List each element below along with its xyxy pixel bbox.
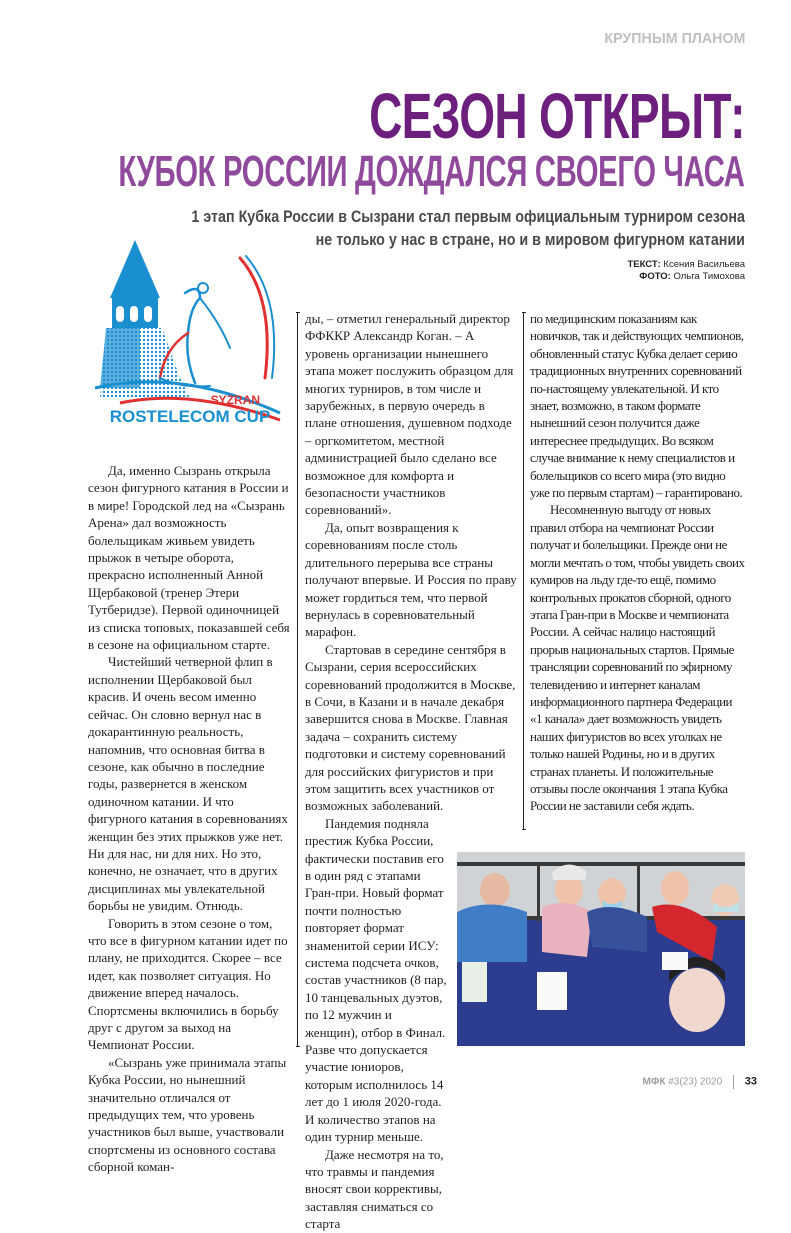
tower-icon — [100, 240, 190, 398]
page-footer — [643, 1075, 758, 1089]
text-credit-author: Ксения Васильева — [663, 259, 745, 270]
photo-credit-author: Ольга Тимохова — [673, 271, 745, 282]
section-label: КРУПНЫМ ПЛАНОМ — [604, 30, 745, 47]
rostelecom-cup-logo — [90, 238, 290, 438]
paragraph: Да, именно Сызрань открыла сезон фигурного катания в России и в мире! Городской лед на «Сызрань Арена» дал возможность болельщикам живьем увидеть прыжок в четыре оборота, прекрасно исполненный Анной Щербаковой (тренер Этери Тутберидзе). Первой одиночницей из списка топовых, показавшей себя в сезоне на официальном старте. — [88, 463, 290, 653]
article-column-2 — [305, 310, 519, 1233]
logo-city: SYZRAN — [210, 393, 260, 407]
article-column-3 — [530, 310, 746, 815]
magazine-name: МФК — [642, 1076, 666, 1088]
paragraph: Стартовав в середине сентября в Сызрани, серия всероссийских соревнований продолжится в Москве, в Сочи, в Казани и в начале декабря завершится снова в Москве. Главная задача – сохранить систему подготовки и систему соревнований для российских фигуристов и при этом защитить всех участников от возможных заболеваний. — [305, 641, 516, 814]
paragraph: «Сызрань уже принимала этапы Кубка России, но нынешний значительно отличался от предыдущих тем, что уровень участников был выше, участвовали спортсмены из основного состава сборной коман- — [88, 1054, 287, 1175]
byline — [627, 259, 745, 283]
logo-name: ROSTELECOM CUP — [109, 407, 271, 426]
article-column-1 — [88, 462, 293, 1176]
logo-graphic — [90, 238, 290, 438]
page-number: 33 — [744, 1075, 757, 1088]
paragraph: Да, опыт возвращения к соревнованиям после столь длительного перерыва все страны получают впервые. И Россия по праву может гордиться тем, что первой вернулась в соревновательный марафон. — [305, 519, 517, 640]
text-credit — [627, 259, 745, 271]
subtitle-line1: 1 этап Кубка России в Сызрани стал первым официальным турниром сезона — [191, 207, 745, 226]
skater-icon — [160, 256, 274, 386]
paragraph: Чистейший четверной флип в исполнении Щербаковой был красив. И очень весом именно сейчас. Он словно вернул нас в докарантинную реальность, напомнив, что основная битва в сезоне, как обычно в последние годы, развернется в женском одиночном катании. И что фигурного катания в соревнованиях женщин без этих прыжков уже нет. Ни для нас, ни для них. Но это, конечно, не означает, что в других дисциплинах мы увлекательной борьбы не увидим. Отнюдь. — [88, 654, 288, 914]
photo-credit — [627, 271, 745, 283]
paragraph: Пандемия подняла престиж Кубка России, фактически поставив его в один ряд с этапами Гран-при. Новый формат почти полностью повторяет формат знаменитой серии ИСУ: система подсчета очков, состав участников (8 пар, 10 танцевальных дуэтов, по 12 мужчин и женщин), отбор в Финал. Разве что допускается участие юниоров, которым исполнилось 14 лет до 1 июля 2020-года. И количество этапов на один турнир меньше. — [305, 815, 447, 1145]
column-divider-2 — [523, 312, 524, 830]
photo-credit-label: ФОТО: — [639, 271, 671, 282]
issue-number: #3(23) 2020 — [668, 1076, 723, 1088]
photo-young-fans — [457, 852, 745, 1046]
paragraph: Говорить в этом сезоне о том, что все в фигурном катании идет по плану, не приходится. Скорее – все идет, как позволяет ситуация. Но движение вперед началось. Спортсмены включились в борьбу друг с другом за выход на Чемпионат России. — [88, 915, 288, 1053]
paragraph: по медицинским показаниям как новичков, так и действующих чемпионов, обновленный статус Кубка делает серию традиционных внутренних соревнований по-настоящему увлекательной. И кто знает, возможно, в таком формате нынешний сезон получится даже интереснее предыдущих. Во всяком случае внимание к нему специалистов и болельщиков со всего мира (это видно уже по первым стартам) – гарантировано. — [530, 311, 744, 501]
headline-line2: КУБОК РОССИИ ДОЖДАЛСЯ СВОЕГО ЧАСА — [118, 147, 745, 196]
paragraph: Даже несмотря на то, что травмы и пандемия вносят свои коррективы, заставляя сниматься со старта — [305, 1146, 444, 1232]
footer-divider — [733, 1075, 734, 1089]
headline-line1: СЕЗОН ОТКРЫТ: — [369, 80, 745, 152]
column-divider-1 — [297, 312, 298, 1047]
photo-image — [457, 852, 745, 1046]
paragraph: Несомненную выгоду от новых правил отбора на чемпионат России получат и болельщики. Прежде они не могли мечтать о том, чтобы увидеть своих кумиров на льду где-то ещё, помимо контрольных прокатов сборной, одного этапа Гран-при в Москве и чемпионата России. А сейчас налицо настоящий прорыв национальных стартов. Прямые трансляции соревнований по эфирному телевидению и интернет каналам информационного партнера Федерации «1 канала» дает возможность увидеть наших фигуристов во всех уголках не только нашей Родины, но и в других странах планеты. И положительные отзывы после окончания 1 этапа Кубка России не заставили себя ждать. — [530, 502, 745, 814]
subtitle-line2: не только у нас в стране, но и в мировом фигурном катании — [315, 230, 745, 249]
paragraph: ды, – отметил генеральный директор ФФККР Александр Коган. – А уровень организации нынешнего этапа может послужить образцом для многих турниров, в том числе и зарубежных, в первую очередь в плане отношения, душевном подходе – оргкомитетом, местной администрацией было сделано все возможное для комфорта и безопасности участников соревнований». — [305, 311, 514, 518]
text-credit-label: ТЕКСТ: — [627, 259, 661, 270]
